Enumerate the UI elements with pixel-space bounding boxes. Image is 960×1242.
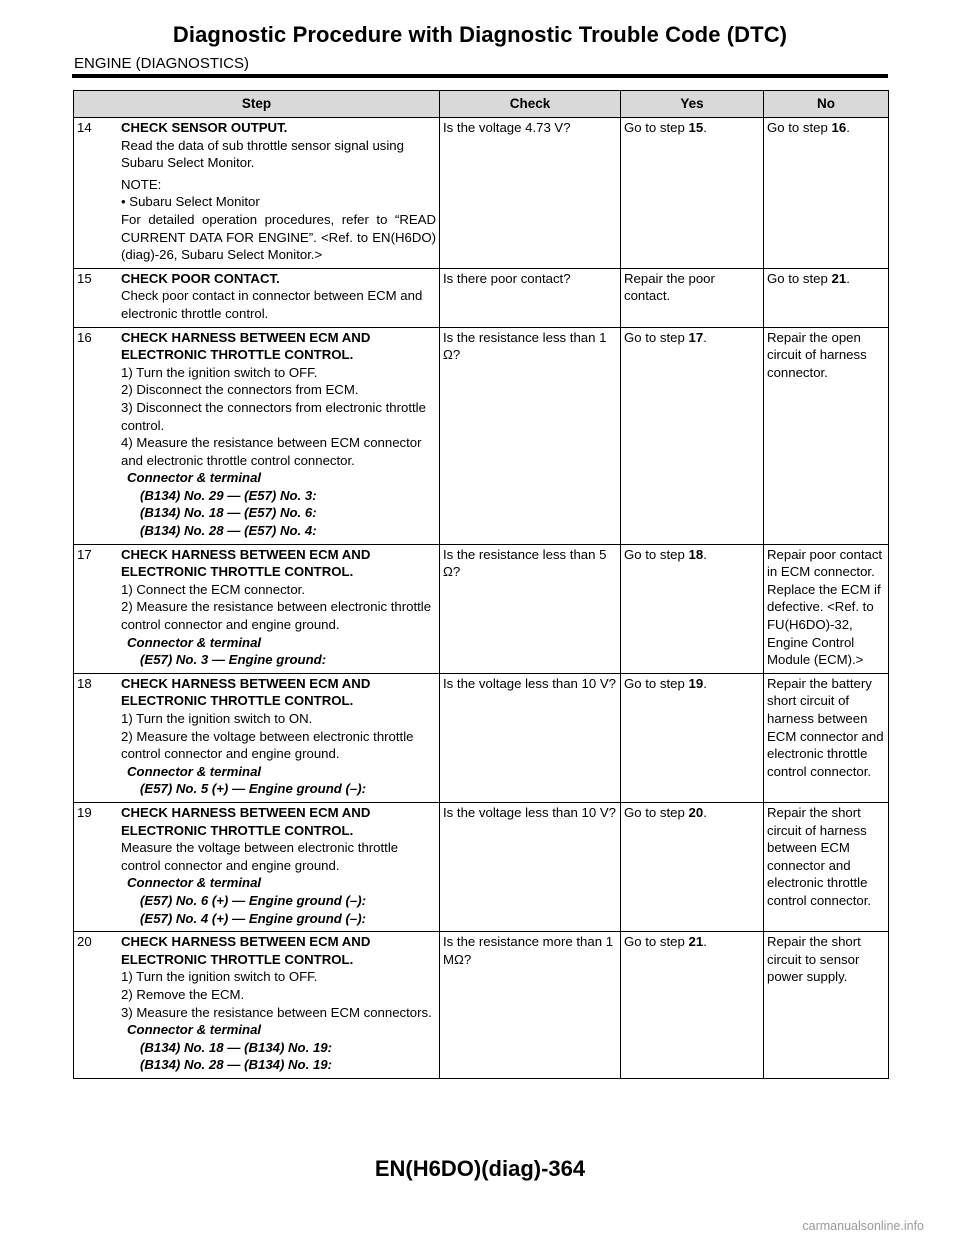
check-cell: Is there poor contact? (440, 268, 621, 327)
connector-terminal: (B134) No. 28 — (B134) No. 19: (140, 1057, 333, 1073)
step-reference: 21 (688, 934, 704, 950)
connector-heading: Connector & terminal (127, 763, 262, 779)
check-cell: Is the resistance less than 5 Ω? (440, 544, 621, 673)
no-cell: Repair the short circuit to sensor power supply. (764, 932, 889, 1079)
no-cell: Repair poor contact in ECM connector. Replace the ECM if defective. <Ref. to FU(H6DO)-32, Engine Control Module (ECM).> (764, 544, 889, 673)
no-cell: Repair the battery short circuit of harness between ECM connector and electronic throttle control connector. (764, 673, 889, 802)
step-cell (74, 118, 440, 269)
step-reference: 17 (688, 329, 704, 345)
step-title: CHECK HARNESS BETWEEN ECM AND ELECTRONIC THROTTLE CONTROL. (121, 804, 371, 838)
yes-cell: Go to step 21. (621, 932, 764, 1079)
check-cell: Is the resistance more than 1 MΩ? (440, 932, 621, 1079)
procedure-step: 1) Turn the ignition switch to OFF. (121, 364, 318, 380)
connector-heading: Connector & terminal (127, 634, 262, 650)
diagnostic-table (73, 90, 889, 1079)
table-row (74, 118, 889, 269)
table-header-row (74, 91, 889, 118)
procedure-step: 1) Turn the ignition switch to OFF. (121, 969, 318, 985)
check-cell: Is the voltage 4.73 V? (440, 118, 621, 269)
step-number: 16 (77, 329, 92, 345)
check-cell: Is the voltage less than 10 V? (440, 802, 621, 931)
yes-cell: Go to step 18. (621, 544, 764, 673)
step-reference: 19 (688, 675, 704, 691)
step-title: CHECK HARNESS BETWEEN ECM AND ELECTRONIC THROTTLE CONTROL. (121, 934, 371, 967)
step-number: 19 (77, 804, 92, 820)
step-cell (74, 268, 440, 327)
connector-terminal: (B134) No. 29 — (E57) No. 3: (140, 487, 317, 503)
connector-terminal: (B134) No. 18 — (E57) No. 6: (140, 505, 317, 521)
step-reference: 20 (688, 804, 704, 820)
connector-terminal: (B134) No. 18 — (B134) No. 19: (140, 1039, 333, 1055)
step-cell (74, 327, 440, 544)
watermark: carmanualsonline.info (802, 1219, 924, 1233)
table-row (74, 802, 889, 931)
column-header-yes: Yes (621, 91, 764, 118)
step-reference: 21 (831, 270, 847, 286)
procedure-step: Measure the voltage between electronic throttle control connector and engine ground. (121, 840, 399, 873)
table-row (74, 673, 889, 802)
no-cell: Repair the open circuit of harness connector. (764, 327, 889, 544)
step-number: 20 (77, 934, 92, 950)
procedure-step: 2) Measure the resistance between electronic throttle control connector and engine ground. (121, 599, 432, 633)
connector-terminal: (E57) No. 3 — Engine ground: (140, 652, 327, 668)
column-header-check: Check (440, 91, 621, 118)
yes-cell: Go to step 20. (621, 802, 764, 931)
note-bullet: • Subaru Select Monitor (121, 194, 260, 210)
procedure-step: 3) Measure the resistance between ECM connectors. (121, 1004, 432, 1020)
step-title: CHECK HARNESS BETWEEN ECM AND ELECTRONIC THROTTLE CONTROL. (121, 675, 371, 709)
step-number: 14 (77, 120, 92, 135)
connector-terminal: (E57) No. 6 (+) — Engine ground (–): (140, 892, 367, 908)
step-reference: 16 (831, 120, 847, 135)
note-text: For detailed operation procedures, refer to “READ CURRENT DATA FOR ENGINE”. <Ref. to EN(H6DO)(diag)-26, Subaru Select Monitor.> (121, 211, 436, 263)
step-text: Read the data of sub throttle sensor signal using Subaru Select Monitor. (121, 137, 404, 171)
connector-terminal: (E57) No. 4 (+) — Engine ground (–): (140, 910, 367, 926)
step-title: CHECK HARNESS BETWEEN ECM AND ELECTRONIC THROTTLE CONTROL. (121, 329, 371, 363)
connector-heading: Connector & terminal (127, 875, 262, 891)
yes-cell: Repair the poor contact. (621, 268, 764, 327)
procedure-step: 2) Measure the voltage between electronic throttle control connector and engine ground. (121, 728, 414, 762)
step-cell (74, 932, 440, 1079)
no-cell: Go to step 16. (764, 118, 889, 269)
table-row (74, 268, 889, 327)
page-title: Diagnostic Procedure with Diagnostic Trouble Code (DTC) (172, 22, 788, 47)
step-number: 18 (77, 675, 92, 691)
table-row (74, 327, 889, 544)
connector-terminal: (B134) No. 28 — (E57) No. 4: (140, 523, 317, 539)
procedure-step: 2) Disconnect the connectors from ECM. (121, 382, 359, 398)
yes-cell: Go to step 17. (621, 327, 764, 544)
header-divider (72, 74, 888, 78)
table-row (74, 932, 889, 1079)
step-reference: 15 (688, 120, 704, 135)
column-header-step: Step (74, 91, 440, 118)
page-number: EN(H6DO)(diag)-364 (374, 1156, 586, 1181)
step-cell (74, 802, 440, 931)
step-title: CHECK POOR CONTACT. (121, 270, 280, 286)
no-cell: Go to step 21. (764, 268, 889, 327)
section-label: ENGINE (DIAGNOSTICS) (74, 55, 250, 72)
note-label: NOTE: (121, 176, 162, 192)
procedure-step: 4) Measure the resistance between ECM connector and electronic throttle control connector. (121, 435, 422, 468)
procedure-step: 2) Remove the ECM. (121, 986, 245, 1002)
check-cell: Is the voltage less than 10 V? (440, 673, 621, 802)
no-cell: Repair the short circuit of harness between ECM connector and electronic throttle control connector. (764, 802, 889, 931)
step-number: 17 (77, 546, 92, 562)
procedure-step: 1) Connect the ECM connector. (121, 581, 305, 597)
step-title: CHECK HARNESS BETWEEN ECM AND ELECTRONIC THROTTLE CONTROL. (121, 546, 371, 580)
table-row (74, 544, 889, 673)
column-header-no: No (764, 91, 889, 118)
step-cell (74, 673, 440, 802)
step-number: 15 (77, 270, 92, 286)
step-text: Check poor contact in connector between ECM and electronic throttle control. (121, 288, 423, 321)
yes-cell: Go to step 19. (621, 673, 764, 802)
check-cell: Is the resistance less than 1 Ω? (440, 327, 621, 544)
step-reference: 18 (688, 546, 704, 562)
connector-heading: Connector & terminal (127, 1022, 262, 1038)
yes-cell: Go to step 15. (621, 118, 764, 269)
procedure-step: 3) Disconnect the connectors from electronic throttle control. (121, 399, 426, 433)
connector-heading: Connector & terminal (127, 470, 262, 486)
procedure-step: 1) Turn the ignition switch to ON. (121, 711, 313, 726)
connector-terminal: (E57) No. 5 (+) — Engine ground (–): (140, 781, 367, 797)
step-cell (74, 544, 440, 673)
step-title: CHECK SENSOR OUTPUT. (121, 120, 288, 135)
